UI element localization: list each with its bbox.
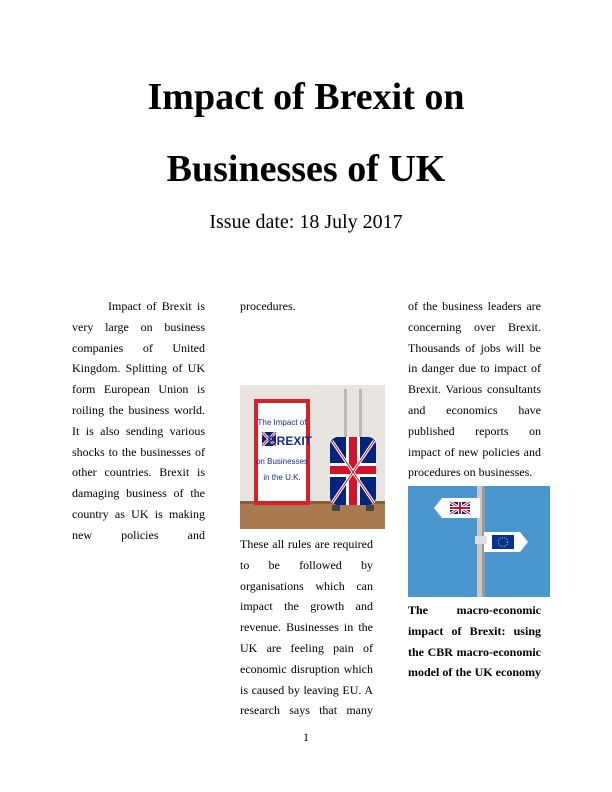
column-1-paragraph: Impact of Brexit is very large on business companies of United Kingdom. Splitting of UK form European Union is roiling the business world. It is also sending various shocks to the businesses of other countries. Brexit is damaging business of the country as UK is making new policies and <box>72 299 205 542</box>
column-3-paragraph: of the business leaders are concerning over Brexit. Thousands of jobs will be in danger due to impact of Brexit. Various consultants and economics have published reports on impact of new policies and procedures on businesses. <box>408 299 541 480</box>
signpost-image <box>408 486 550 597</box>
poster-line-3: on Businesses <box>255 457 309 466</box>
title-line-1: Impact of Brexit on <box>147 76 465 118</box>
column-2 <box>240 296 373 317</box>
figure-caption-text: The macro-economic impact of Brexit: using the CBR macro-economic model of the UK economy <box>408 603 541 680</box>
column-2-top-text: procedures. <box>240 299 296 313</box>
poster-line-1: The Impact of <box>257 418 307 427</box>
eu-flag-icon <box>492 535 514 549</box>
column-3 <box>408 296 541 483</box>
document-title <box>0 70 612 214</box>
poster-line-4: in the U.K. <box>263 473 301 482</box>
figure-caption <box>408 600 541 683</box>
column-2-paragraph: These all rules are required to be followed by organisations which can impact the growth and revenue. Businesses in the UK are feeling pain of economic disruption which is caused by leaving EU. A research says that many <box>240 537 373 718</box>
uk-flag-icon <box>450 502 470 514</box>
brexit-poster-image <box>240 385 385 529</box>
issue-date: Issue date: 18 July 2017 <box>209 211 403 233</box>
poster-line-2: BREXIT <box>267 434 313 448</box>
column-2-body <box>240 534 373 721</box>
title-line-2: Businesses of UK <box>166 148 446 190</box>
page-number: 1 <box>303 730 309 744</box>
column-1 <box>72 296 205 546</box>
